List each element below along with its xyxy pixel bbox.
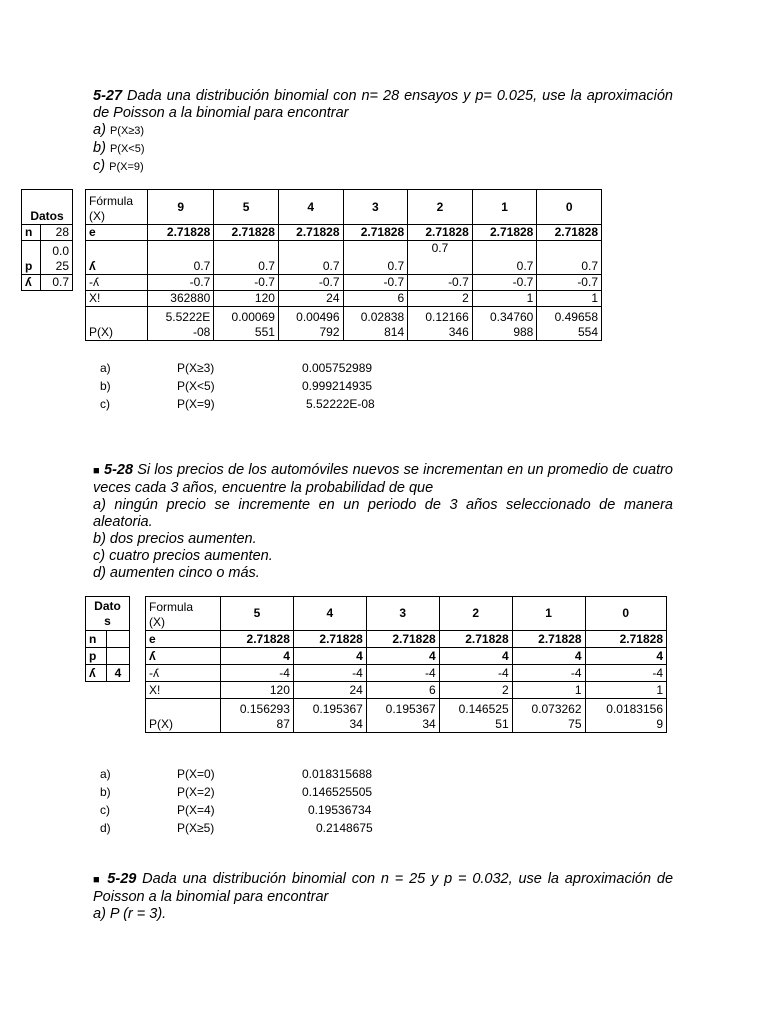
row-label: X! <box>146 682 221 699</box>
table-cell: 1 <box>472 291 537 307</box>
table-cell: 0.7 <box>278 241 343 275</box>
datos-value <box>107 648 130 665</box>
table-cell: 2.71828 <box>537 225 602 241</box>
bullet-icon: ■ <box>93 874 102 886</box>
table-cell: 0.7 <box>537 241 602 275</box>
table-cell: 2.71828 <box>585 631 666 648</box>
col-header: 9 <box>148 190 214 225</box>
table-cell: -4 <box>221 665 294 682</box>
answer-row: d) P(X≥5) 0.2148675 <box>100 821 373 835</box>
col-header: 2 <box>439 597 512 631</box>
table-cell: 0.195367 34 <box>293 699 366 733</box>
table-cell: 2.71828 <box>439 631 512 648</box>
answer-row: b) P(X<5) 0.999214935 <box>100 379 373 393</box>
table-cell: 2.71828 <box>408 225 473 241</box>
table-cell: -0.7 <box>148 275 214 291</box>
datos-key: n <box>86 631 107 648</box>
answer-row: c) P(X=4) 0.19536734 <box>100 803 372 817</box>
col-header: 3 <box>366 597 439 631</box>
table-cell: 1 <box>512 682 585 699</box>
datos-key: p <box>22 241 41 275</box>
row-label: -ʎ <box>86 275 148 291</box>
poisson-table-5-28 <box>145 596 667 733</box>
col-header: 2 <box>408 190 473 225</box>
item-c: c) P(X=9) <box>93 158 144 174</box>
table-cell: -4 <box>585 665 666 682</box>
table-cell: 0.02838 814 <box>343 307 408 341</box>
answers-5-27 <box>100 361 400 415</box>
item-c: c) cuatro precios aumenten. <box>93 548 273 564</box>
row-label: -ʎ <box>146 665 221 682</box>
table-cell: -0.7 <box>343 275 408 291</box>
row-label: P(X) <box>146 699 221 733</box>
problem-text: Dada una distribución binomial con n = 25 y p = 0.032, use la aproximación de Poisson a la binomial para encontrar <box>93 871 674 905</box>
col-header: 4 <box>278 190 343 225</box>
row-label: X! <box>86 291 148 307</box>
problem-number: 5-28 <box>104 462 134 478</box>
col-header: 4 <box>293 597 366 631</box>
table-cell: -4 <box>366 665 439 682</box>
table-cell: 2.71828 <box>293 631 366 648</box>
row-label: ʎ <box>86 241 148 275</box>
table-cell: 4 <box>221 648 294 665</box>
item-a: a) ningún precio se incremente en un periodo de 3 años seleccionado de manera aleatoria. <box>93 497 673 530</box>
datos-key: ʎ <box>22 275 41 291</box>
table-cell: 24 <box>278 291 343 307</box>
table-cell: -4 <box>512 665 585 682</box>
table-cell: 4 <box>512 648 585 665</box>
table-cell: 2 <box>439 682 512 699</box>
table-cell: 0.073262 75 <box>512 699 585 733</box>
item-b: b) P(X<5) <box>93 140 145 156</box>
item-b: b) dos precios aumenten. <box>93 531 257 547</box>
table-cell: 24 <box>293 682 366 699</box>
col-header: 5 <box>221 597 294 631</box>
problem-5-29-statement <box>93 871 673 906</box>
item-a: a) P(X≥3) <box>93 122 145 138</box>
table-cell: 0.7 <box>343 241 408 275</box>
table-cell: -4 <box>439 665 512 682</box>
table-cell: -0.7 <box>472 275 537 291</box>
table-cell: -4 <box>293 665 366 682</box>
table-cell: 2.71828 <box>472 225 537 241</box>
problem-5-29 <box>93 871 673 923</box>
table-cell: 6 <box>366 682 439 699</box>
row-label: e <box>86 225 148 241</box>
item-d: d) aumenten cinco o más. <box>93 565 260 581</box>
table-cell: -0.7 <box>408 275 473 291</box>
problem-text: Si los precios de los automóviles nuevos se incrementan en un promedio de cuatro veces cada 3 años, encuentre la probabilidad de que <box>93 462 673 496</box>
table-cell: 2 <box>408 291 473 307</box>
row-label: e <box>146 631 221 648</box>
table-cell: 2.71828 <box>148 225 214 241</box>
table-cell: 0.7 <box>472 241 537 275</box>
col-header: 3 <box>343 190 408 225</box>
table-cell: 120 <box>221 682 294 699</box>
table-cell: 2.71828 <box>221 631 294 648</box>
table-cell: 6 <box>343 291 408 307</box>
table-cell: 0.12166 346 <box>408 307 473 341</box>
table-cell: 4 <box>366 648 439 665</box>
table-cell: 0.00496 792 <box>278 307 343 341</box>
table-cell: 0.156293 87 <box>221 699 294 733</box>
table-cell: -0.7 <box>278 275 343 291</box>
table-cell: 5.5222E -08 <box>148 307 214 341</box>
table-cell: 0.7 <box>214 241 279 275</box>
table-cell: 0.0183156 9 <box>585 699 666 733</box>
answer-row: c) P(X=9) 5.52222E-08 <box>100 397 375 411</box>
problem-number: 5-27 <box>93 88 123 104</box>
datos-table-2 <box>85 596 130 682</box>
table-cell: 0.146525 51 <box>439 699 512 733</box>
problem-5-28 <box>93 462 673 582</box>
item-a: a) P (r = 3). <box>93 906 167 922</box>
formula-header: Formula (X) <box>146 597 221 631</box>
col-header: 5 <box>214 190 279 225</box>
problem-text: Dada una distribución binomial con n= 28 ensayos y p= 0.025, use la aproximación de Poisson a la binomial para encontrar <box>93 88 673 121</box>
datos-key: p <box>86 648 107 665</box>
poisson-table-5-27 <box>85 189 602 341</box>
table-cell: 0.00069 551 <box>214 307 279 341</box>
table-cell: -0.7 <box>214 275 279 291</box>
table-cell: 4 <box>293 648 366 665</box>
datos-value: 0.0 25 <box>41 241 73 275</box>
datos-value: 4 <box>107 665 130 682</box>
table-cell: 4 <box>439 648 512 665</box>
col-header: 0 <box>585 597 666 631</box>
datos-key: n <box>22 225 41 241</box>
table-cell: 0.49658 554 <box>537 307 602 341</box>
row-label: P(X) <box>86 307 148 341</box>
table-cell: 2.71828 <box>512 631 585 648</box>
formula-header: Fórmula (X) <box>86 190 148 225</box>
table-cell: -0.7 <box>537 275 602 291</box>
problem-5-28-statement <box>93 462 673 497</box>
answers-5-28 <box>100 767 400 839</box>
problem-5-27-statement <box>93 88 673 122</box>
problem-5-27 <box>93 88 673 176</box>
row-label: ʎ <box>146 648 221 665</box>
col-header: 1 <box>472 190 537 225</box>
datos-title: Dato s <box>86 597 130 631</box>
table-cell: 4 <box>585 648 666 665</box>
table-cell: 1 <box>537 291 602 307</box>
problem-number: 5-29 <box>107 871 137 887</box>
answer-row: a) P(X≥3) 0.005752989 <box>100 361 373 375</box>
datos-key: ʎ <box>86 665 107 682</box>
answer-row: b) P(X=2) 0.146525505 <box>100 785 373 799</box>
table-cell: 0.195367 34 <box>366 699 439 733</box>
bullet-icon: ■ <box>93 465 100 477</box>
col-header: 1 <box>512 597 585 631</box>
table-cell: 362880 <box>148 291 214 307</box>
table-cell: 120 <box>214 291 279 307</box>
table-cell: 1 <box>585 682 666 699</box>
table-cell: 0.7 <box>148 241 214 275</box>
table-cell: 0.34760 988 <box>472 307 537 341</box>
table-cell: 2.71828 <box>214 225 279 241</box>
datos-table-1 <box>21 189 73 291</box>
table-cell: 0.7 <box>408 241 473 275</box>
datos-value: 28 <box>41 225 73 241</box>
col-header: 0 <box>537 190 602 225</box>
datos-value: 0.7 <box>41 275 73 291</box>
answer-row: a) P(X=0) 0.018315688 <box>100 767 373 781</box>
table-cell: 2.71828 <box>278 225 343 241</box>
table-cell: 2.71828 <box>343 225 408 241</box>
datos-title: Datos <box>22 190 73 225</box>
datos-value <box>107 631 130 648</box>
table-cell: 2.71828 <box>366 631 439 648</box>
